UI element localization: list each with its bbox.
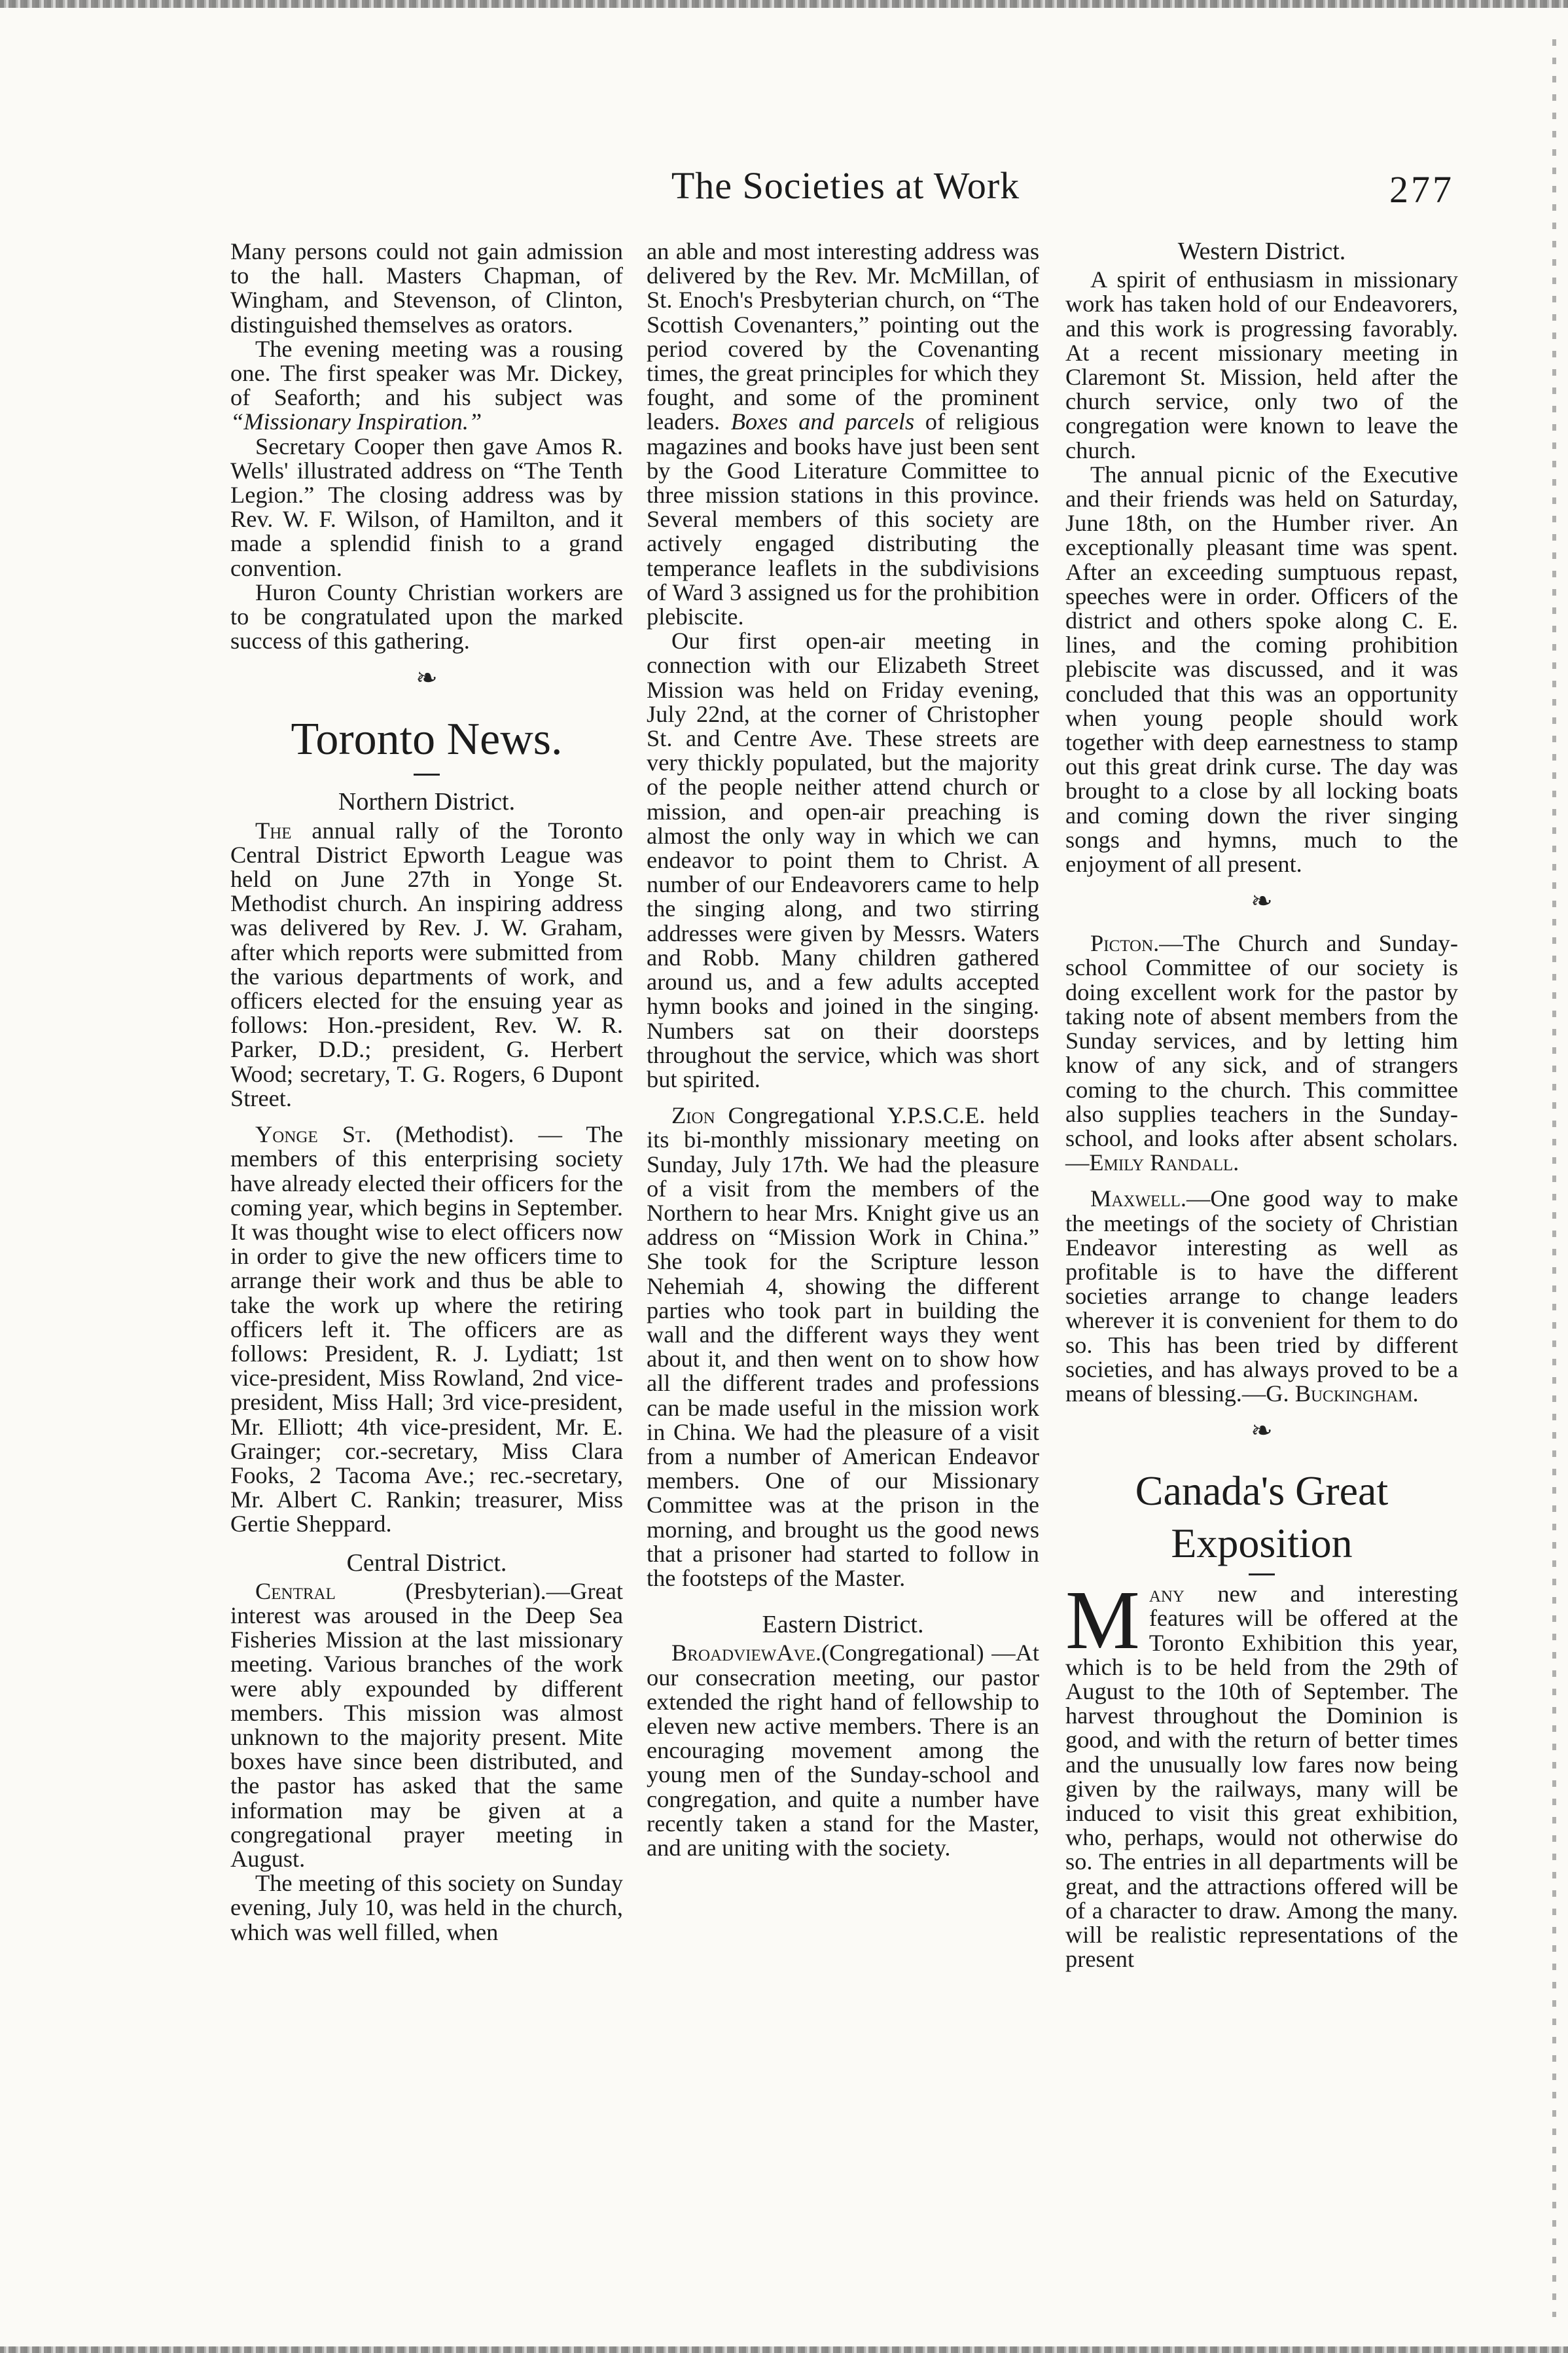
lead-word: Picton. — [1090, 930, 1160, 957]
column-3 — [1065, 240, 1458, 1971]
paragraph — [230, 337, 623, 435]
subhead-western-district: Western District. — [1177, 238, 1346, 265]
scan-edge-right — [1552, 39, 1556, 2317]
signature: Buckingham. — [1294, 1380, 1419, 1407]
section-title-toronto-news: Toronto News. — [291, 714, 563, 765]
lead-word: Central — [255, 1577, 336, 1604]
paragraph — [647, 1641, 1039, 1860]
ornament-icon: ❧ — [1251, 1416, 1273, 1446]
italic-title: “Missionary Inspiration.” — [230, 408, 482, 435]
drop-cap: M — [1065, 1573, 1140, 1667]
paragraph-text: an able and most interesting address was delivered by the Rev. Mr. McMillan, of St. Enoch's Presbyterian church, on “The Scottish Covenanters,” pointing out the period covered by the Covenanting times, the great principles for which they fought, and some of the prominent leaders. — [647, 238, 1039, 435]
paragraph: A spirit of enthusiasm in missionary work has taken hold of our Endeavorers, and this work is progressing favorably. At a recent missionary meeting in Claremont St. Mission, held after the church service, only two of the congregation were known to leave the church. — [1065, 266, 1458, 463]
paragraph-text: annual rally of the Toronto Central District Epworth League was held on June 27th in Yonge St. Methodist church. An inspiring address was delivered by Rev. J. W. Graham, after which reports were submitted from the various departments of work, and officers elected for the ensuing year as follows: Hon.-president, Rev. W. R. Parker, D.D.; president, G. Herbert Wood; secretary, T. G. Rogers, 6 Dupont Street. — [230, 817, 623, 1111]
italic-text: Boxes and parcels — [730, 408, 915, 435]
divider — [414, 774, 440, 776]
paragraph — [647, 1104, 1039, 1590]
paragraph: Our first open-air meeting in connection with our Elizabeth Street Mission was held on Friday evening, July 22nd, at the corner of Christopher St. and Centre Ave. These streets are very thickly populated, but the majority of the people neither attend church or mission, and open-air preaching is almost the only way in which we can endeavor to point them to Christ. A number of our Endeavorers came to help the singing along, and two stirring addresses were given by Messrs. Waters and Robb. Many children gathered around us, and a few adults accepted hymn books and joined in the singing. Numbers sat on their doorsteps throughout the service, which was short but spirited. — [647, 628, 1039, 1092]
paragraph — [230, 819, 623, 1111]
running-title: The Societies at Work — [671, 164, 1020, 207]
paragraph: Many persons could not gain admission to the hall. Masters Chapman, of Wingham, and Stevenson, of Clinton, distinguished themselves as orators. — [230, 238, 623, 338]
paragraph: The annual picnic of the Executive and their friends was held on Saturday, June 18th, on the Humber river. An exceptionally pleasant time was spent. After an exceeding sumptuous repast, speeches were in order. Officers of the district and others spoke along C. E. lines, and the coming prohibition plebiscite was discussed, and it was concluded that this was an opportunity when young people should work together with deep earnestness to stamp out this great drink curse. The day was brought to a close by all locking boats and coming down the river singing songs and hymns, much to the enjoyment of all present. — [1065, 461, 1458, 878]
column-2 — [647, 240, 1039, 1860]
subhead-northern-district: Northern District. — [338, 788, 516, 816]
paragraph: The meeting of this society on Sunday evening, July 10, was held in the church, which was well filled, when — [230, 1870, 623, 1945]
lead-word: Maxwell. — [1090, 1185, 1186, 1212]
column-1 — [230, 240, 623, 1945]
lead-word: any — [1149, 1581, 1185, 1608]
paragraph-text: new and interesting features will be offered at the Toronto Exhibition this year, which is to be held from the 29th of August to the 10th of September. The harvest throughout the Dominion is good, and with the return of better times and the unusually low fares now being given by the railways, many will be induced to visit this great exhibition, who, perhaps, would not otherwise do so. The entries in all departments will be great, and the attractions offered will be of a character to draw. Among the many. will be realistic representations of the present — [1065, 1581, 1458, 1973]
paragraph-text: (Congregational) —At our consecration meeting, our pastor extended the right hand of fellowship to eleven new active members. There is an encouraging movement among the young men of the Sunday-school and congregation, and quite a number have recently taken a stand for the Master, and are uniting with the society. — [647, 1640, 1039, 1861]
running-head — [230, 164, 1461, 216]
lead-word: BroadviewAve. — [671, 1640, 822, 1666]
ornament-icon: ❧ — [1251, 886, 1273, 916]
signature: Emily Randall. — [1089, 1149, 1239, 1176]
paragraph-text: —One good way to make the meetings of the society of Christian Endeavor interesting as well as profitable is to have the different societies arrange to change leaders wherever it is convenient for them to do so. This has been tried by different societies, and has always proved to be a means of blessing.—G. — [1065, 1185, 1458, 1407]
paragraph — [1065, 1573, 1458, 1973]
divider — [1249, 1573, 1275, 1575]
paragraph-text: Congregational Y.P.S.C.E. held its bi-monthly missionary meeting on Sunday, July 17th. We had the pleasure of a visit from the members of the Northern to hear Mrs. Knight give us an address on “Mission Work in China.” She took for the Scripture lesson Nehemiah 4, showing the different parties who took part in building the wall and the different ways they went about it, and then went on to show how all the different trades and professions can be made useful in the mission work in China. We had the pleasure of a visit from a number of American Endeavor members. One of our Missionary Committee was at the prison in the morning, and brought us the good news that a prisoner had started to follow in the footsteps of the Master. — [647, 1102, 1039, 1591]
paragraph-text: —The Church and Sunday-school Committee of our society is doing excellent work for the pastor by taking note of absent members from the Sunday services, and by letting him know of any sick, and of strangers coming to the church. This committee also supplies teachers in the Sunday-school, and looks after absent scholars.— — [1065, 930, 1458, 1176]
paragraph — [1065, 931, 1458, 1175]
scan-edge-top — [0, 0, 1568, 8]
lead-word: Zion — [671, 1102, 715, 1129]
subhead-central-district: Central District. — [346, 1549, 507, 1577]
paragraph-text: (Presbyterian).—Great interest was aroused in the Deep Sea Fisheries Mission at the last missionary meeting. Various branches of the work were ably expounded by different members. This mission was almost unknown to the majority present. Mite boxes have since been distributed, and the pastor has asked that the same information may be given at a congregational prayer meeting in August. — [230, 1577, 623, 1872]
subhead-eastern-district: Eastern District. — [762, 1611, 924, 1639]
paragraph — [647, 240, 1039, 629]
paragraph — [230, 1579, 623, 1871]
paragraph: Huron County Christian workers are to be congratulated upon the marked success of this gathering. — [230, 579, 623, 655]
paragraph-text: of religious magazines and books have just been sent by the Good Literature Committee to three mission stations in this province. Several members of this society are actively engaged distributing the temperance leaflets in the subdivisions of Ward 3 assigned us for the prohibition plebiscite. — [647, 408, 1040, 630]
paragraph-text: The evening meeting was a rousing one. The first speaker was Mr. Dickey, of Seaforth; and his subject was — [230, 335, 623, 411]
scan-edge-bottom — [0, 2346, 1568, 2353]
lead-word: The — [255, 817, 292, 844]
magazine-page — [230, 154, 1461, 2242]
paragraph — [230, 1123, 623, 1536]
lead-word: Yonge St. — [255, 1121, 372, 1148]
page-number: 277 — [1389, 168, 1454, 211]
paragraph-text: (Methodist). — The members of this enterprising society have already elected their officers for the coming year, which begins in September. It was thought wise to elect officers now in order to give the new officers time to arrange their work and thus be able to take the work up where the retiring officers left it. The officers are as follows: President, R. J. Lydiatt; 1st vice-president, Miss Rowland, 2nd vice-president, Miss Hall; 3rd vice-president, Mr. Elliott; 4th vice-president, Mr. E. Grainger; cor.-secretary, Miss Clara Fooks, 2 Tacoma Ave.; rec.-secretary, Mr. Albert C. Rankin; treasurer, Miss Gertie Sheppard. — [230, 1121, 623, 1537]
section-title-canadas-great-exposition: Canada's Great Exposition — [1135, 1467, 1389, 1567]
ornament-icon: ❧ — [416, 663, 438, 693]
paragraph: Secretary Cooper then gave Amos R. Wells' illustrated address on “The Tenth Legion.” The closing address was by Rev. W. F. Wilson, of Hamilton, and it made a splendid finish to a grand convention. — [230, 433, 623, 581]
paragraph — [1065, 1187, 1458, 1406]
